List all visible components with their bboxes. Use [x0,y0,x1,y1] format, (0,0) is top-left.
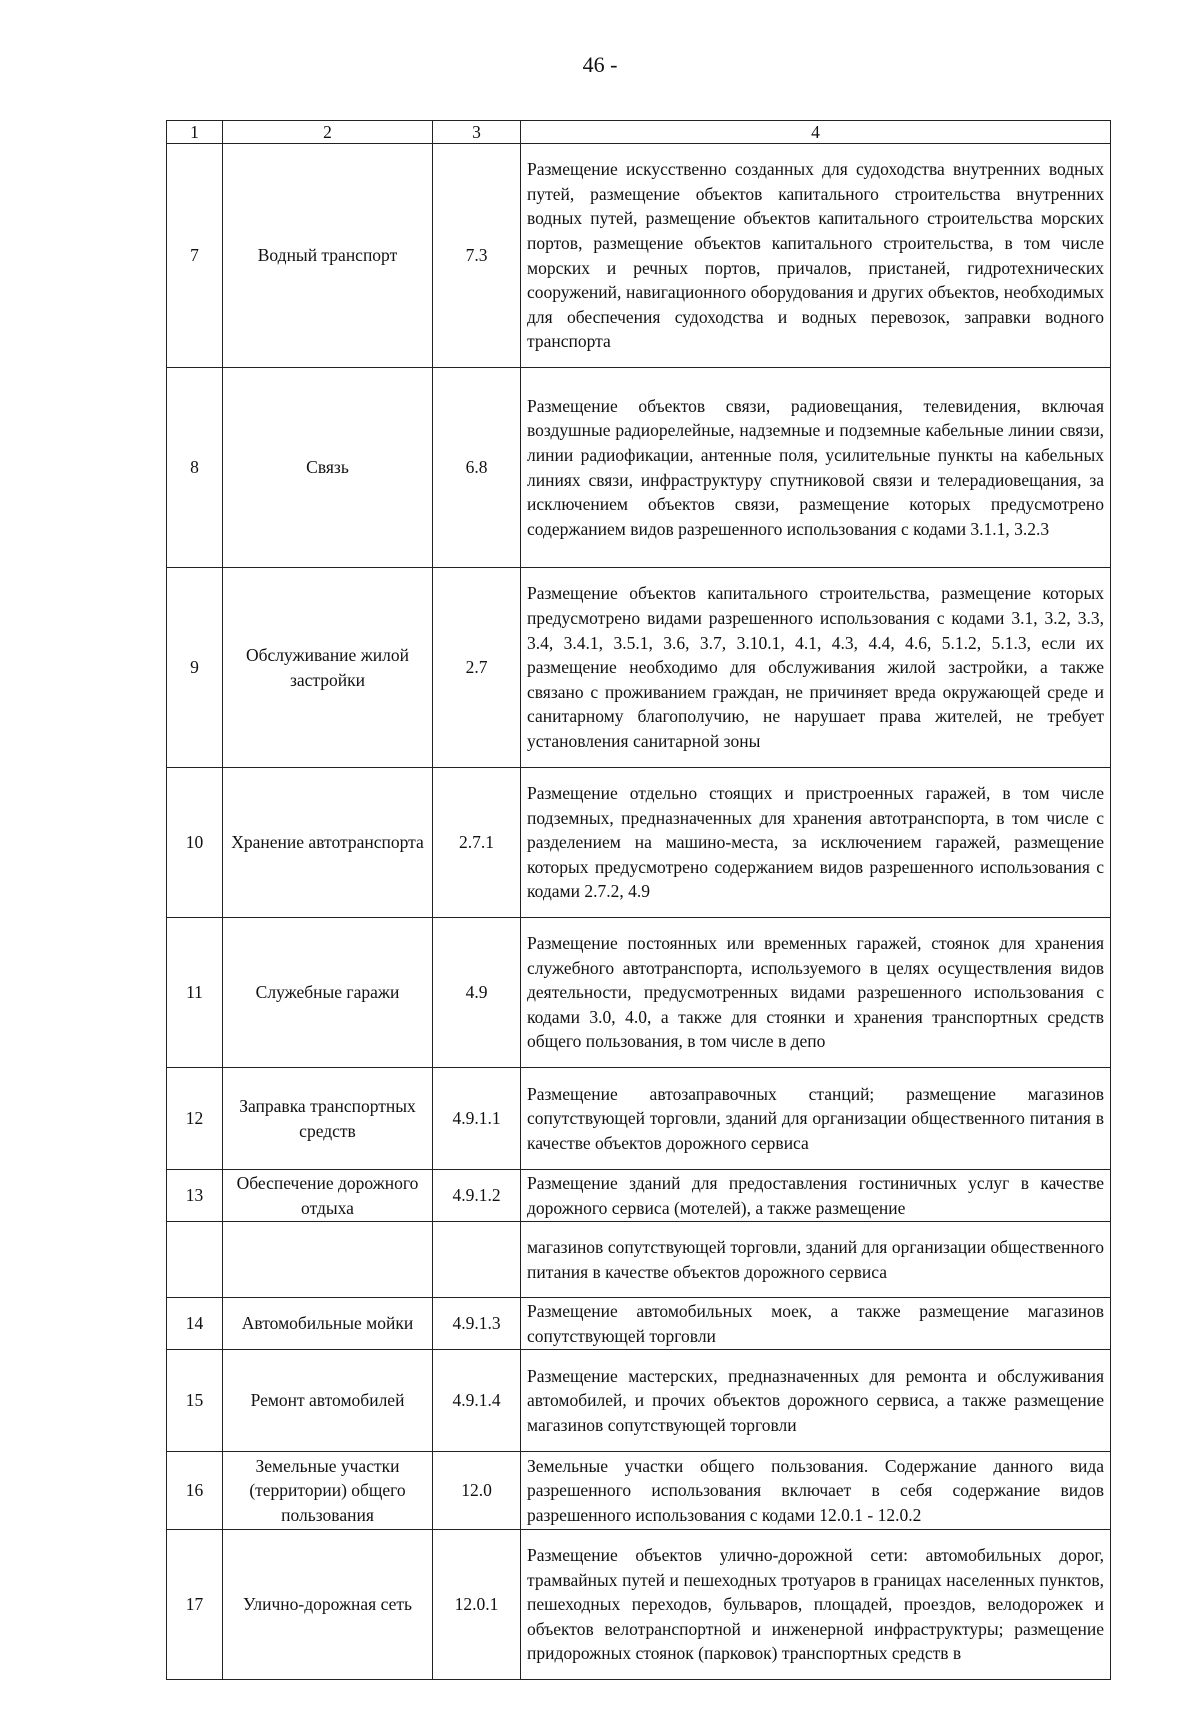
table-row [167,768,1111,918]
use-code: 2.7 [433,568,521,768]
header-col-2: 2 [223,121,433,144]
table-row [167,1452,1111,1530]
row-number: 12 [167,1068,223,1170]
use-description: Размещение объектов капитального строительства, размещение которых предусмотрено видами разрешенного использования с кодами 3.1, 3.2, 3.3, 3.4, 3.4.1, 3.5.1, 3.6, 3.7, 3.10.1, 4.1, 4.3, 4.4, 4.6, 5.1.2, 5.1.3, если их размещение необходимо для обслуживания жилой застройки, а также связано с проживанием граждан, не причиняет вреда окружающей среде и санитарному благополучию, не нарушает права жителей, не требует установления санитарной зоны [521,568,1111,768]
use-description: магазинов сопутствующей торговли, зданий для организации общественного питания в качестве объектов дорожного сервиса [521,1222,1111,1298]
use-description: Размещение постоянных или временных гаражей, стоянок для хранения служебного автотранспорта, используемого в целях осуществления видов деятельности, предусмотренных видами разрешенного использования с кодами 3.0, 4.0, а также для стоянки и хранения транспортных средств общего пользования, в том числе в депо [521,918,1111,1068]
table-row [167,1350,1111,1452]
row-number: 8 [167,368,223,568]
table-row [167,1298,1111,1350]
use-code: 4.9.1.2 [433,1170,521,1222]
row-number [167,1222,223,1298]
use-code: 2.7.1 [433,768,521,918]
use-name: Обеспечение дорожного отдыха [223,1170,433,1222]
use-name: Хранение автотранспорта [223,768,433,918]
use-code [433,1222,521,1298]
use-name [223,1222,433,1298]
use-code: 4.9.1.4 [433,1350,521,1452]
use-name: Обслуживание жилой застройки [223,568,433,768]
table-row [167,1530,1111,1680]
use-description: Размещение автозаправочных станций; размещение магазинов сопутствующей торговли, зданий для организации общественного питания в качестве объектов дорожного сервиса [521,1068,1111,1170]
use-code: 4.9.1.1 [433,1068,521,1170]
table-row [167,1170,1111,1222]
row-number: 10 [167,768,223,918]
table-row [167,918,1111,1068]
row-number: 7 [167,144,223,368]
row-number: 11 [167,918,223,1068]
use-name: Водный транспорт [223,144,433,368]
row-number: 13 [167,1170,223,1222]
row-number: 9 [167,568,223,768]
land-use-table [166,120,1111,1680]
use-code: 4.9.1.3 [433,1298,521,1350]
use-description: Размещение отдельно стоящих и пристроенных гаражей, в том числе подземных, предназначенных для хранения автотранспорта, в том числе с разделением на машино-места, за исключением гаражей, размещение которых предусмотрено содержанием видов разрешенного использования с кодами 2.7.2, 4.9 [521,768,1111,918]
use-code: 4.9 [433,918,521,1068]
use-name: Заправка транспортных средств [223,1068,433,1170]
use-description: Размещение зданий для предоставления гостиничных услуг в качестве дорожного сервиса (мотелей), а также размещение [521,1170,1111,1222]
use-description: Земельные участки общего пользования. Содержание данного вида разрешенного использования включает в себя содержание видов разрешенного использования с кодами 12.0.1 - 12.0.2 [521,1452,1111,1530]
use-name: Земельные участки (территории) общего пользования [223,1452,433,1530]
use-code: 7.3 [433,144,521,368]
header-col-1: 1 [167,121,223,144]
use-description: Размещение мастерских, предназначенных для ремонта и обслуживания автомобилей, и прочих объектов дорожного сервиса, а также размещение магазинов сопутствующей торговли [521,1350,1111,1452]
use-name: Связь [223,368,433,568]
table-row [167,1068,1111,1170]
table-row [167,568,1111,768]
use-name: Автомобильные мойки [223,1298,433,1350]
use-code: 12.0.1 [433,1530,521,1680]
use-description: Размещение объектов улично-дорожной сети: автомобильных дорог, трамвайных путей и пешеходных тротуаров в границах населенных пунктов, пешеходных переходов, бульваров, площадей, проездов, велодорожек и объектов велотранспортной и инженерной инфраструктуры; размещение придорожных стоянок (парковок) транспортных средств в [521,1530,1111,1680]
use-name: Ремонт автомобилей [223,1350,433,1452]
row-number: 17 [167,1530,223,1680]
use-name: Улично-дорожная сеть [223,1530,433,1680]
use-code: 12.0 [433,1452,521,1530]
row-number: 15 [167,1350,223,1452]
row-number: 14 [167,1298,223,1350]
row-number: 16 [167,1452,223,1530]
use-description: Размещение автомобильных моек, а также размещение магазинов сопутствующей торговли [521,1298,1111,1350]
table-header-row [167,121,1111,144]
table-row-continuation [167,1222,1111,1298]
table-row [167,144,1111,368]
use-description: Размещение искусственно созданных для судоходства внутренних водных путей, размещение объектов капитального строительства внутренних водных путей, размещение объектов капитального строительства морских портов, размещение объектов капитального строительства, в том числе морских и речных портов, причалов, пристаней, гидротехнических сооружений, навигационного оборудования и других объектов, необходимых для обеспечения судоходства и водных перевозок, заправки водного транспорта [521,144,1111,368]
use-description: Размещение объектов связи, радиовещания, телевидения, включая воздушные радиорелейные, надземные и подземные кабельные линии связи, линии радиофикации, антенные поля, усилительные пункты на кабельных линиях связи, инфраструктуру спутниковой связи и телерадиовещания, за исключением объектов связи, размещение которых предусмотрено содержанием видов разрешенного использования с кодами 3.1.1, 3.2.3 [521,368,1111,568]
page-number: 46 - [582,52,618,77]
use-name: Служебные гаражи [223,918,433,1068]
table-row [167,368,1111,568]
header-col-3: 3 [433,121,521,144]
use-code: 6.8 [433,368,521,568]
header-col-4: 4 [521,121,1111,144]
